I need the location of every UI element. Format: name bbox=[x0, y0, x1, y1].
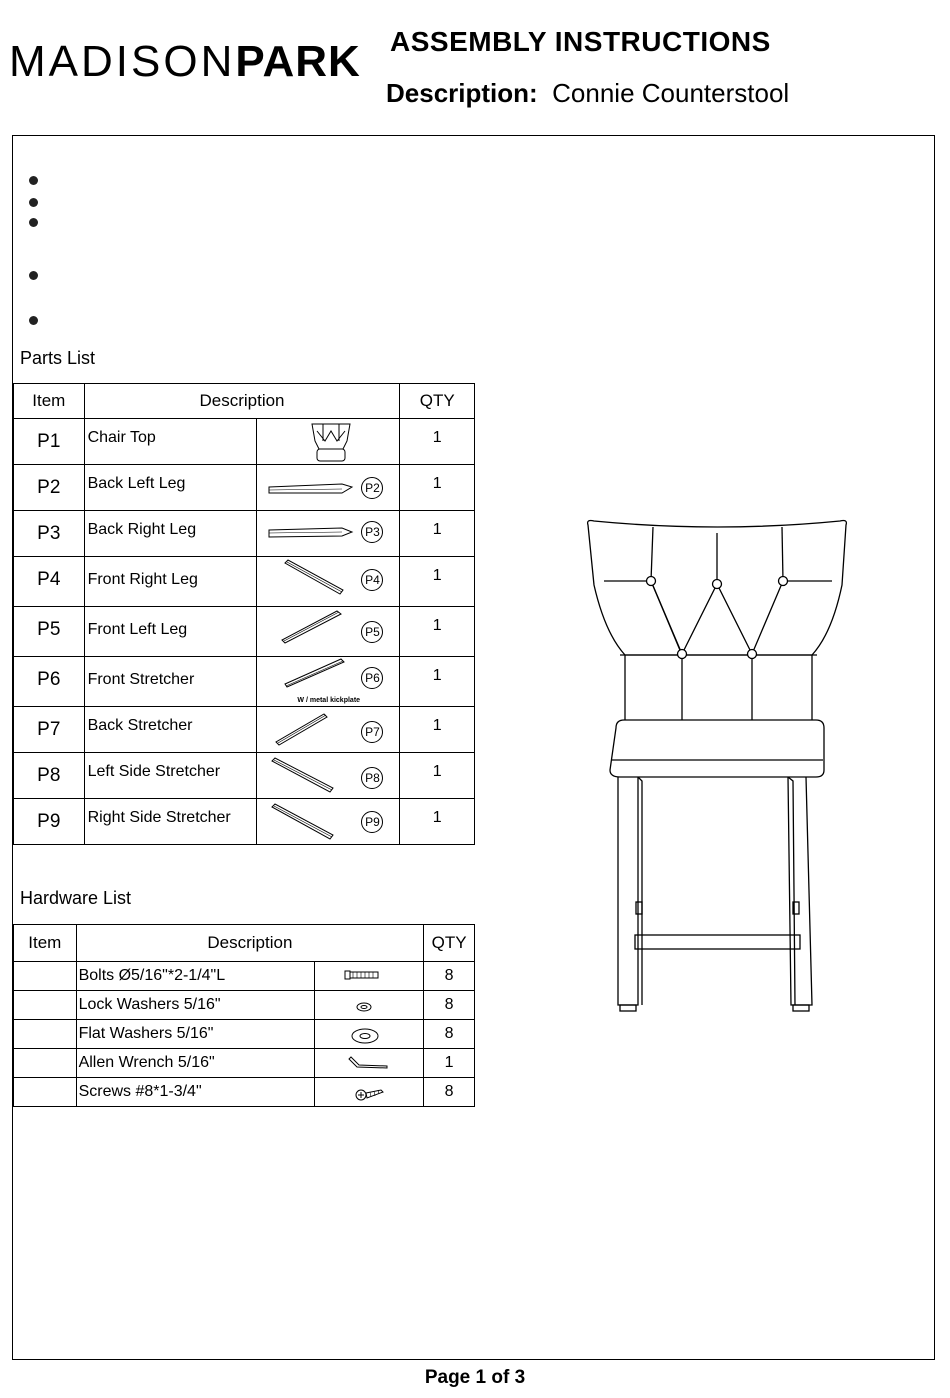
part-qty: 1 bbox=[400, 557, 475, 607]
part-qty: 1 bbox=[400, 753, 475, 799]
screw-icon bbox=[315, 1078, 424, 1107]
bullet-dot bbox=[29, 218, 38, 227]
part-tag: P5 bbox=[361, 621, 383, 643]
part-item: P5 bbox=[14, 607, 85, 657]
header-qty: QTY bbox=[424, 925, 475, 962]
table-row bbox=[14, 657, 475, 707]
hardware-description: Flat Washers 5/16" bbox=[76, 1020, 315, 1049]
part-description: Back Left Leg bbox=[84, 465, 257, 511]
bolt-icon bbox=[315, 962, 424, 991]
product-description bbox=[386, 78, 789, 109]
part-description: Front Stretcher bbox=[84, 657, 257, 707]
hardware-item bbox=[14, 1049, 77, 1078]
stretcher-icon bbox=[257, 657, 400, 707]
hardware-description: Allen Wrench 5/16" bbox=[76, 1049, 315, 1078]
brand-light-text: MADISON bbox=[9, 37, 236, 86]
part-description: Back Right Leg bbox=[84, 511, 257, 557]
page-title: ASSEMBLY INSTRUCTIONS bbox=[390, 26, 771, 57]
hardware-table bbox=[13, 924, 475, 1107]
part-description: Left Side Stretcher bbox=[84, 753, 257, 799]
part-description: Chair Top bbox=[84, 419, 257, 465]
header-item: Item bbox=[14, 925, 77, 962]
table-row bbox=[14, 1020, 475, 1049]
hardware-item bbox=[14, 1020, 77, 1049]
hardware-qty: 1 bbox=[424, 1049, 475, 1078]
front-leg-icon bbox=[257, 607, 400, 657]
table-row bbox=[14, 753, 475, 799]
table-row bbox=[14, 707, 475, 753]
part-item: P7 bbox=[14, 707, 85, 753]
part-qty: 1 bbox=[400, 657, 475, 707]
page-number: Page 1 of 3 bbox=[424, 1367, 526, 1388]
table-row bbox=[14, 1078, 475, 1107]
hardware-qty: 8 bbox=[424, 1020, 475, 1049]
part-qty: 1 bbox=[400, 607, 475, 657]
part-description: Back Stretcher bbox=[84, 707, 257, 753]
parts-header-row bbox=[14, 384, 475, 419]
hardware-qty: 8 bbox=[424, 991, 475, 1020]
hardware-description: Bolts Ø5/16"*2-1/4"L bbox=[76, 962, 315, 991]
table-row bbox=[14, 465, 475, 511]
side-stretcher-icon bbox=[257, 799, 400, 845]
part-tag: P9 bbox=[361, 811, 383, 833]
header-qty: QTY bbox=[400, 384, 475, 419]
description-label: Description: bbox=[386, 78, 538, 108]
header-description: Description bbox=[76, 925, 424, 962]
bullet-dot bbox=[29, 316, 38, 325]
hardware-item bbox=[14, 962, 77, 991]
description-value: Connie Counterstool bbox=[552, 78, 790, 108]
header-item: Item bbox=[14, 384, 85, 419]
hardware-item bbox=[14, 991, 77, 1020]
part-tag: P7 bbox=[361, 721, 383, 743]
side-stretcher-icon bbox=[257, 753, 400, 799]
parts-list-label: Parts List bbox=[20, 348, 96, 368]
brand-logo bbox=[9, 37, 361, 86]
part-qty: 1 bbox=[400, 465, 475, 511]
part-qty: 1 bbox=[400, 707, 475, 753]
parts-table bbox=[13, 383, 475, 845]
hardware-header-row bbox=[14, 925, 475, 962]
table-row bbox=[14, 991, 475, 1020]
bullet-dot bbox=[29, 176, 38, 185]
part-tag: P3 bbox=[361, 521, 383, 543]
chair-top-icon bbox=[257, 419, 400, 465]
hardware-item bbox=[14, 1078, 77, 1107]
lock-washer-icon bbox=[315, 991, 424, 1020]
hardware-description: Lock Washers 5/16" bbox=[76, 991, 315, 1020]
hardware-list-label: Hardware List bbox=[20, 888, 132, 908]
part-tag: P4 bbox=[361, 569, 383, 591]
table-row bbox=[14, 607, 475, 657]
table-row bbox=[14, 1049, 475, 1078]
part-tag: P8 bbox=[361, 767, 383, 789]
hardware-description: Screws #8*1-3/4" bbox=[76, 1078, 315, 1107]
front-leg-icon bbox=[257, 557, 400, 607]
flat-washer-icon bbox=[315, 1020, 424, 1049]
part-qty: 1 bbox=[400, 511, 475, 557]
table-row bbox=[14, 511, 475, 557]
part-item: P1 bbox=[14, 419, 85, 465]
back-leg-icon bbox=[257, 465, 400, 511]
hardware-qty: 8 bbox=[424, 1078, 475, 1107]
part-item: P4 bbox=[14, 557, 85, 607]
table-row bbox=[14, 419, 475, 465]
part-item: P2 bbox=[14, 465, 85, 511]
table-row bbox=[14, 799, 475, 845]
part-description: Front Left Leg bbox=[84, 607, 257, 657]
back-leg-icon bbox=[257, 511, 400, 557]
kickplate-note: W / metal kickplate bbox=[297, 697, 361, 704]
chair-illustration bbox=[580, 515, 855, 1015]
bullet-dot bbox=[29, 271, 38, 280]
part-qty: 1 bbox=[400, 799, 475, 845]
header-description: Description bbox=[84, 384, 400, 419]
part-item: P8 bbox=[14, 753, 85, 799]
part-description: Right Side Stretcher bbox=[84, 799, 257, 845]
part-item: P6 bbox=[14, 657, 85, 707]
part-description: Front Right Leg bbox=[84, 557, 257, 607]
brand-bold-text: PARK bbox=[235, 37, 361, 86]
part-qty: 1 bbox=[400, 419, 475, 465]
part-item: P3 bbox=[14, 511, 85, 557]
table-row bbox=[14, 962, 475, 991]
bullet-dot bbox=[29, 198, 38, 207]
hardware-qty: 8 bbox=[424, 962, 475, 991]
part-tag: P6 bbox=[361, 667, 383, 689]
part-item: P9 bbox=[14, 799, 85, 845]
table-row bbox=[14, 557, 475, 607]
part-tag: P2 bbox=[361, 477, 383, 499]
allen-wrench-icon bbox=[315, 1049, 424, 1078]
stretcher-icon bbox=[257, 707, 400, 753]
